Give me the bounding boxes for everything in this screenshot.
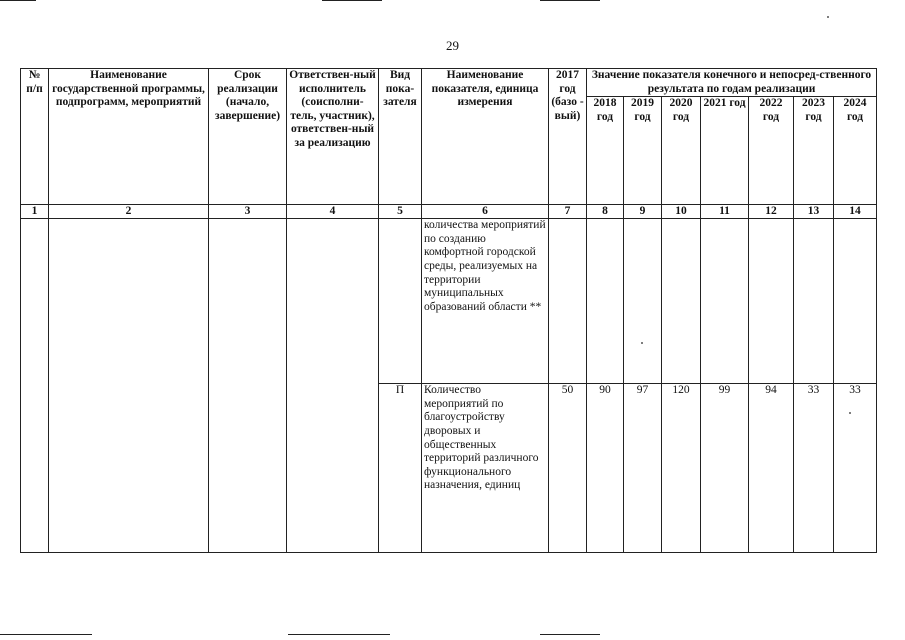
header-responsible: Ответствен-ный исполнитель (соисполни-тель, участник), ответствен-ный за реализацию: [287, 69, 379, 205]
column-number: 5: [379, 205, 422, 219]
cell-value: [662, 219, 701, 384]
cell-value: [749, 219, 794, 384]
header-term: Срок реализации (начало, завершение): [209, 69, 287, 205]
column-number: 4: [287, 205, 379, 219]
header-group-title: Значение показателя конечного и непосред-ственного результата по годам реализации: [587, 69, 877, 97]
cell-value: 97: [624, 384, 662, 553]
column-number: 11: [701, 205, 749, 219]
header-year: 2021 год: [701, 97, 749, 205]
cell-value: 90: [587, 384, 624, 553]
cell-value: [834, 219, 877, 384]
cell-term: [209, 219, 287, 553]
cell-base: [549, 219, 587, 384]
column-number: 1: [21, 205, 49, 219]
column-number: 6: [422, 205, 549, 219]
cell-program: [49, 219, 209, 553]
cell-type: П: [379, 384, 422, 553]
header-year: 2024 год: [834, 97, 877, 205]
header-year: 2019 год: [624, 97, 662, 205]
cell-value: [624, 219, 662, 384]
cell-indicator: количества мероприятий по созданию комфортной городской среды, реализуемых на территории муниципальных образований области **: [422, 219, 549, 384]
cell-responsible: [287, 219, 379, 553]
cell-value: 94: [749, 384, 794, 553]
column-number: 10: [662, 205, 701, 219]
column-numbers-row: [21, 205, 877, 219]
scan-edge-bottom-right: [540, 634, 600, 635]
header-indicator: Наименование показателя, единица измерения: [422, 69, 549, 205]
cell-value: 99: [701, 384, 749, 553]
cell-type: [379, 219, 422, 384]
table-row: [21, 219, 877, 384]
scan-speck: [827, 16, 829, 18]
header-no: № п/п: [21, 69, 49, 205]
column-number: 14: [834, 205, 877, 219]
header-base-year: 2017 год (базо - вый): [549, 69, 587, 205]
scan-edge-bottom-mid: [288, 634, 390, 635]
header-type: Вид пока-зателя: [379, 69, 422, 205]
cell-indicator: Количество мероприятий по благоустройству дворовых и общественных территорий различного функционального назначения, единиц: [422, 384, 549, 553]
cell-base: 50: [549, 384, 587, 553]
cell-value: [701, 219, 749, 384]
page-number: 29: [446, 38, 459, 53]
column-number: 12: [749, 205, 794, 219]
column-number: 2: [49, 205, 209, 219]
cell-value: 120: [662, 384, 701, 553]
header-row: [21, 69, 877, 97]
cell-value: [794, 219, 834, 384]
column-number: 9: [624, 205, 662, 219]
indicators-table: [20, 68, 877, 553]
column-number: 8: [587, 205, 624, 219]
header-program: Наименование государственной программы, подпрограмм, мероприятий: [49, 69, 209, 205]
header-year: 2023 год: [794, 97, 834, 205]
scan-edge-top-right: [540, 0, 600, 1]
cell-value: 33: [794, 384, 834, 553]
cell-no: [21, 219, 49, 553]
column-number: 3: [209, 205, 287, 219]
header-year: 2022 год: [749, 97, 794, 205]
header-year: 2020 год: [662, 97, 701, 205]
header-year: 2018 год: [587, 97, 624, 205]
column-number: 7: [549, 205, 587, 219]
scan-edge-top-mid: [322, 0, 382, 1]
scan-edge-bottom-left: [0, 634, 92, 635]
scan-edge-top-left: [0, 0, 36, 1]
cell-value: 33: [834, 384, 877, 553]
column-number: 13: [794, 205, 834, 219]
cell-value: [587, 219, 624, 384]
